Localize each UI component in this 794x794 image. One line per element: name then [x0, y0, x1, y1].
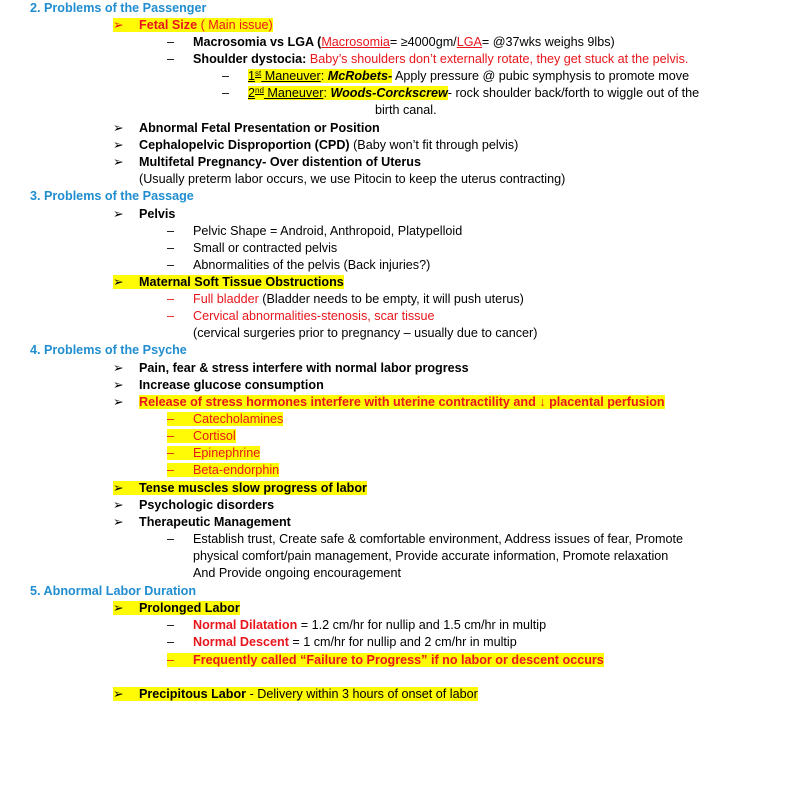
maneuver1-num: 1 — [248, 69, 256, 83]
section-heading: 2. Problems of the Passenger — [30, 1, 207, 15]
arrow-bullet-icon: ➢ — [113, 378, 124, 392]
shoulder-text: Baby’s shoulders don’t externally rotate, they get stuck at the pelvis. — [309, 52, 689, 66]
sub-item — [167, 34, 615, 51]
continuation-text: birth canal. — [375, 103, 437, 117]
fetal-size-note: ( Main issue) — [197, 18, 273, 32]
dash-bullet-icon: – — [167, 412, 175, 426]
lga-term: LGA — [456, 35, 482, 49]
sub-item — [167, 291, 524, 308]
cpd-text: (Baby won’t fit through pelvis) — [349, 138, 519, 152]
hormone-item: Beta-endorphin — [193, 463, 280, 477]
section-heading: 4. Problems of the Psyche — [30, 343, 187, 357]
sub-item — [167, 411, 283, 428]
abnormal-presentation: Abnormal Fetal Presentation or Position — [139, 121, 380, 135]
dash-bullet-icon: – — [167, 292, 175, 306]
section-heading: 3. Problems of the Passage — [30, 189, 194, 203]
dash-bullet-icon: – — [167, 35, 175, 49]
sub-item — [167, 617, 546, 634]
bladder-label: Full bladder — [193, 292, 259, 306]
bullet-item — [113, 274, 344, 291]
precipitous-label: Precipitous Labor — [139, 687, 247, 701]
bullet-item — [113, 514, 291, 531]
sub-sub-item — [222, 68, 689, 85]
bullet-item — [113, 686, 478, 703]
continuation-text: (cervical surgeries prior to pregnancy – usually due to cancer) — [193, 326, 538, 340]
arrow-bullet-icon: ➢ — [113, 361, 124, 375]
dash-bullet-icon: – — [167, 618, 175, 632]
glucose-item: Increase glucose consumption — [139, 378, 324, 392]
maneuver2-label: Maneuver — [263, 86, 324, 100]
sub-item — [167, 223, 462, 240]
therapeutic-text: Establish trust, Create safe & comfortable environment, Address issues of fear, Promote — [193, 532, 683, 546]
cervical-label: Cervical abnormalities-stenosis, scar tissue — [193, 309, 435, 323]
sub-item — [167, 308, 434, 325]
dash-bullet-icon: – — [167, 446, 175, 460]
precipitous-text: - Delivery within 3 hours of onset of labor — [246, 687, 478, 701]
arrow-bullet-icon: ➢ — [113, 601, 124, 615]
bullet-item — [113, 480, 367, 497]
dash-bullet-icon: – — [222, 86, 230, 100]
maneuver2-sup: nd — [255, 86, 264, 95]
maneuver2-num: 2 — [248, 86, 256, 100]
macrosomia-tail: = @37wks weighs 9lbs) — [481, 35, 615, 49]
soft-tissue-label: Maternal Soft Tissue Obstructions — [139, 275, 344, 289]
continuation-text: And Provide ongoing encouragement — [193, 566, 401, 580]
arrow-bullet-icon: ➢ — [113, 155, 124, 169]
dilatation-label: Normal Dilatation — [193, 618, 298, 632]
hormone-item: Catecholamines — [193, 412, 284, 426]
bullet-item — [113, 154, 421, 171]
dash-bullet-icon: – — [167, 258, 175, 272]
maneuver1-sup: st — [255, 69, 262, 78]
bullet-item — [113, 137, 518, 154]
release-item: Release of stress hormones interfere with uterine contractility and ↓ placental perfusion — [139, 395, 665, 409]
continuation-text: physical comfort/pain management, Provide accurate information, Promote relaxation — [193, 549, 669, 563]
pain-item: Pain, fear & stress interfere with normal labor progress — [139, 361, 469, 375]
dash-bullet-icon: – — [167, 653, 175, 667]
dash-bullet-icon: – — [167, 52, 175, 66]
arrow-bullet-icon: ➢ — [113, 207, 124, 221]
arrow-bullet-icon: ➢ — [113, 395, 124, 409]
dash-bullet-icon: – — [167, 635, 175, 649]
sub-item — [167, 257, 430, 274]
maneuver2-colon: : — [323, 86, 331, 100]
descent-text: = 1 cm/hr for nullip and 2 cm/hr in multip — [288, 635, 517, 649]
multifetal-label: Multifetal Pregnancy- Over distention of Uterus — [139, 155, 422, 169]
dash-bullet-icon: – — [167, 241, 175, 255]
dash-bullet-icon: – — [167, 429, 175, 443]
small-pelvis: Small or contracted pelvis — [193, 241, 338, 255]
psychologic-item: Psychologic disorders — [139, 498, 275, 512]
section-heading: 5. Abnormal Labor Duration — [30, 584, 197, 598]
shoulder-label: Shoulder dystocia: — [193, 52, 310, 66]
continuation-text: (Usually preterm labor occurs, we use Pitocin to keep the uterus contracting) — [139, 172, 566, 186]
bullet-item — [113, 377, 324, 394]
arrow-bullet-icon: ➢ — [113, 481, 124, 495]
sub-item — [167, 462, 279, 479]
arrow-bullet-icon: ➢ — [113, 515, 124, 529]
pelvis-abnormalities: Abnormalities of the pelvis (Back injuries?) — [193, 258, 431, 272]
arrow-bullet-icon: ➢ — [113, 498, 124, 512]
arrow-bullet-icon: ➢ — [113, 275, 124, 289]
failure-text: Frequently called “Failure to Progress” if no labor or descent occurs — [193, 653, 604, 667]
bladder-text: (Bladder needs to be empty, it will push uterus) — [258, 292, 524, 306]
arrow-bullet-icon: ➢ — [113, 18, 124, 32]
bullet-item — [113, 497, 274, 514]
pelvis-label: Pelvis — [139, 207, 176, 221]
sub-item — [167, 652, 604, 669]
dash-bullet-icon: – — [167, 309, 175, 323]
bullet-item — [113, 120, 380, 137]
maneuver1-colon: : — [320, 69, 328, 83]
bullet-item — [113, 17, 273, 34]
descent-label: Normal Descent — [193, 635, 289, 649]
tense-item: Tense muscles slow progress of labor — [139, 481, 367, 495]
pelvic-shape: Pelvic Shape = Android, Anthropoid, Platypelloid — [193, 224, 463, 238]
fetal-size-label: Fetal Size — [139, 18, 198, 32]
dash-bullet-icon: – — [167, 463, 175, 477]
bullet-item — [113, 206, 175, 223]
dash-bullet-icon: – — [167, 532, 175, 546]
arrow-bullet-icon: ➢ — [113, 138, 124, 152]
bullet-item — [113, 600, 240, 617]
dash-bullet-icon: – — [222, 69, 230, 83]
arrow-bullet-icon: ➢ — [113, 121, 124, 135]
therapeutic-item: Therapeutic Management — [139, 515, 291, 529]
sub-sub-item — [222, 85, 699, 102]
maneuver1-text: Apply pressure @ pubic symphysis to promote move — [392, 69, 690, 83]
cpd-label: Cephalopelvic Disproportion (CPD) — [139, 138, 350, 152]
sub-item — [167, 51, 688, 68]
bullet-item — [113, 394, 665, 411]
maneuver2-text: - rock shoulder back/forth to wiggle out of the — [447, 86, 700, 100]
sub-item — [167, 531, 683, 548]
maneuver2-name: Woods-Corckscrew — [330, 86, 448, 100]
macrosomia-term: Macrosomia — [321, 35, 390, 49]
sub-item — [167, 428, 236, 445]
maneuver1-name: McRobets- — [327, 69, 393, 83]
arrow-bullet-icon: ➢ — [113, 687, 124, 701]
hormone-item: Cortisol — [193, 429, 236, 443]
sub-item — [167, 240, 337, 257]
prolonged-label: Prolonged Labor — [139, 601, 240, 615]
dash-bullet-icon: – — [167, 224, 175, 238]
maneuver1-label: Maneuver — [261, 69, 321, 83]
sub-item — [167, 634, 517, 651]
hormone-item: Epinephrine — [193, 446, 261, 460]
sub-item — [167, 445, 260, 462]
dilatation-text: = 1.2 cm/hr for nullip and 1.5 cm/hr in multip — [297, 618, 547, 632]
macrosomia-lead: Macrosomia vs LGA ( — [193, 35, 322, 49]
macrosomia-mid: = ≥4000gm/ — [389, 35, 457, 49]
bullet-item — [113, 360, 469, 377]
